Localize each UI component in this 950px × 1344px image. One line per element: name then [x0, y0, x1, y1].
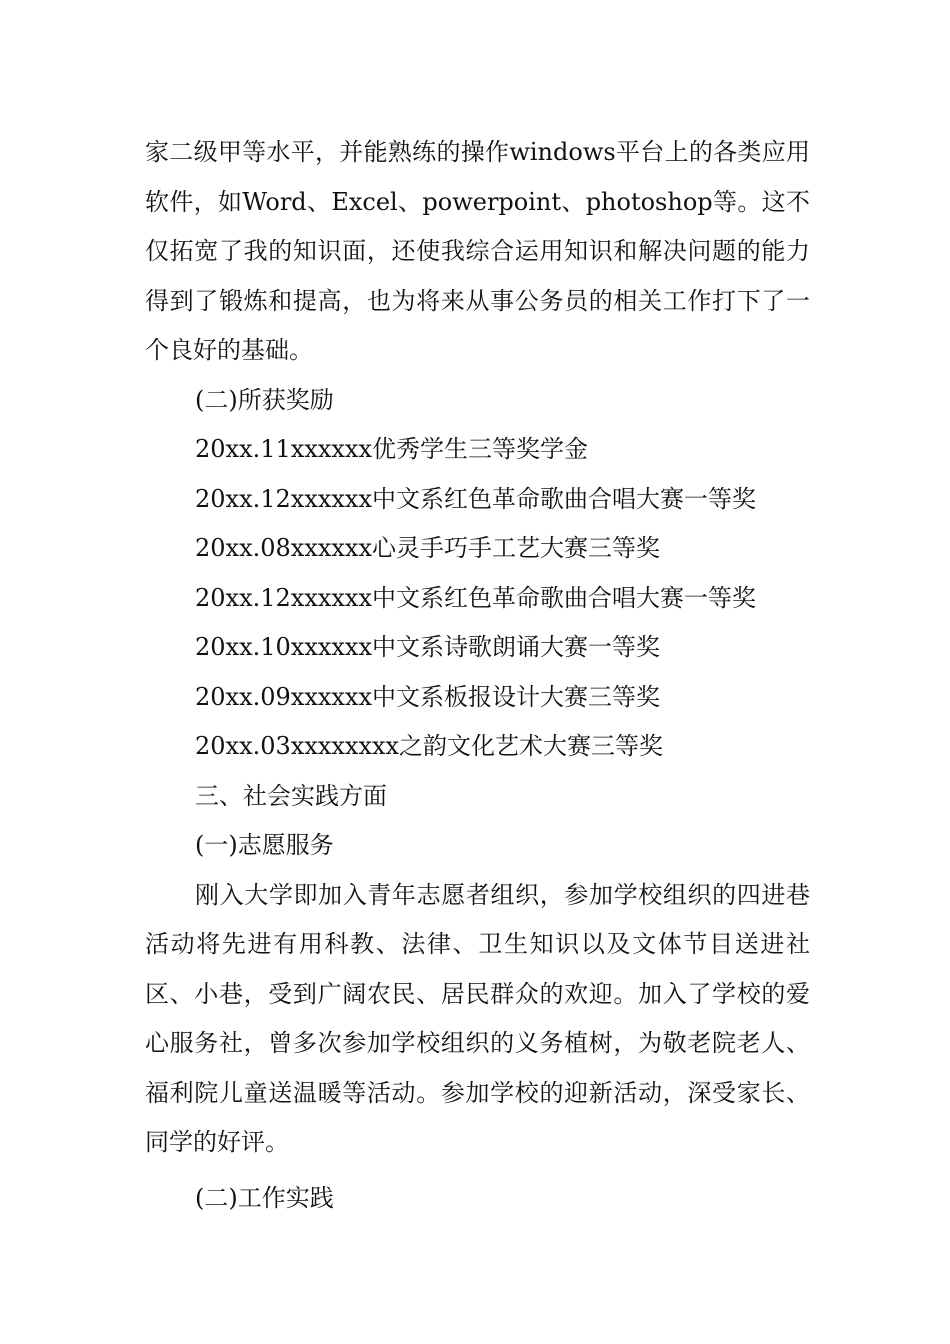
award-item: 20xx.03xxxxxxxx之韵文化艺术大赛三等奖 — [195, 732, 664, 760]
award-item: 20xx.12xxxxxx中文系红色革命歌曲合唱大赛一等奖 — [195, 484, 756, 513]
award-item: 20xx.10xxxxxx中文系诗歌朗诵大赛一等奖 — [195, 633, 660, 661]
volunteer-heading: (一)志愿服务 — [195, 831, 334, 859]
award-item: 20xx.09xxxxxx中文系板报设计大赛三等奖 — [195, 682, 660, 711]
section-three-heading: 三、社会实践方面 — [195, 781, 387, 810]
paragraph-continuation: 家二级甲等水平，并能熟练的操作windows平台上的各类应用软件，如Word、Excel、powerpoint、photoshop等。这不仅拓宽了我的知识面，还使我综合运用知识和解决问题的能力得到了锻炼和提高，也为将来从事公务员的相关工作打下了一个良好的基础。 — [145, 138, 810, 364]
award-item: 20xx.08xxxxxx心灵手巧手工艺大赛三等奖 — [195, 534, 660, 562]
volunteer-paragraph: 刚入大学即加入青年志愿者组织，参加学校组织的四进巷活动将先进有用科教、法律、卫生知识以及文体节目送进社区、小巷，受到广阔农民、居民群众的欢迎。加入了学校的爱心服务社，曾多次参加学校组织的义务植树，为敬老院老人、福利院儿童送温暖等活动。参加学校的迎新活动，深受家长、同学的好评。 — [145, 880, 810, 1156]
award-item: 20xx.12xxxxxx中文系红色革命歌曲合唱大赛一等奖 — [195, 583, 756, 612]
work-heading: (二)工作实践 — [195, 1183, 334, 1212]
award-item: 20xx.11xxxxxx优秀学生三等奖学金 — [195, 435, 588, 463]
document-body — [145, 128, 810, 1223]
awards-heading: (二)所获奖励 — [195, 385, 334, 414]
